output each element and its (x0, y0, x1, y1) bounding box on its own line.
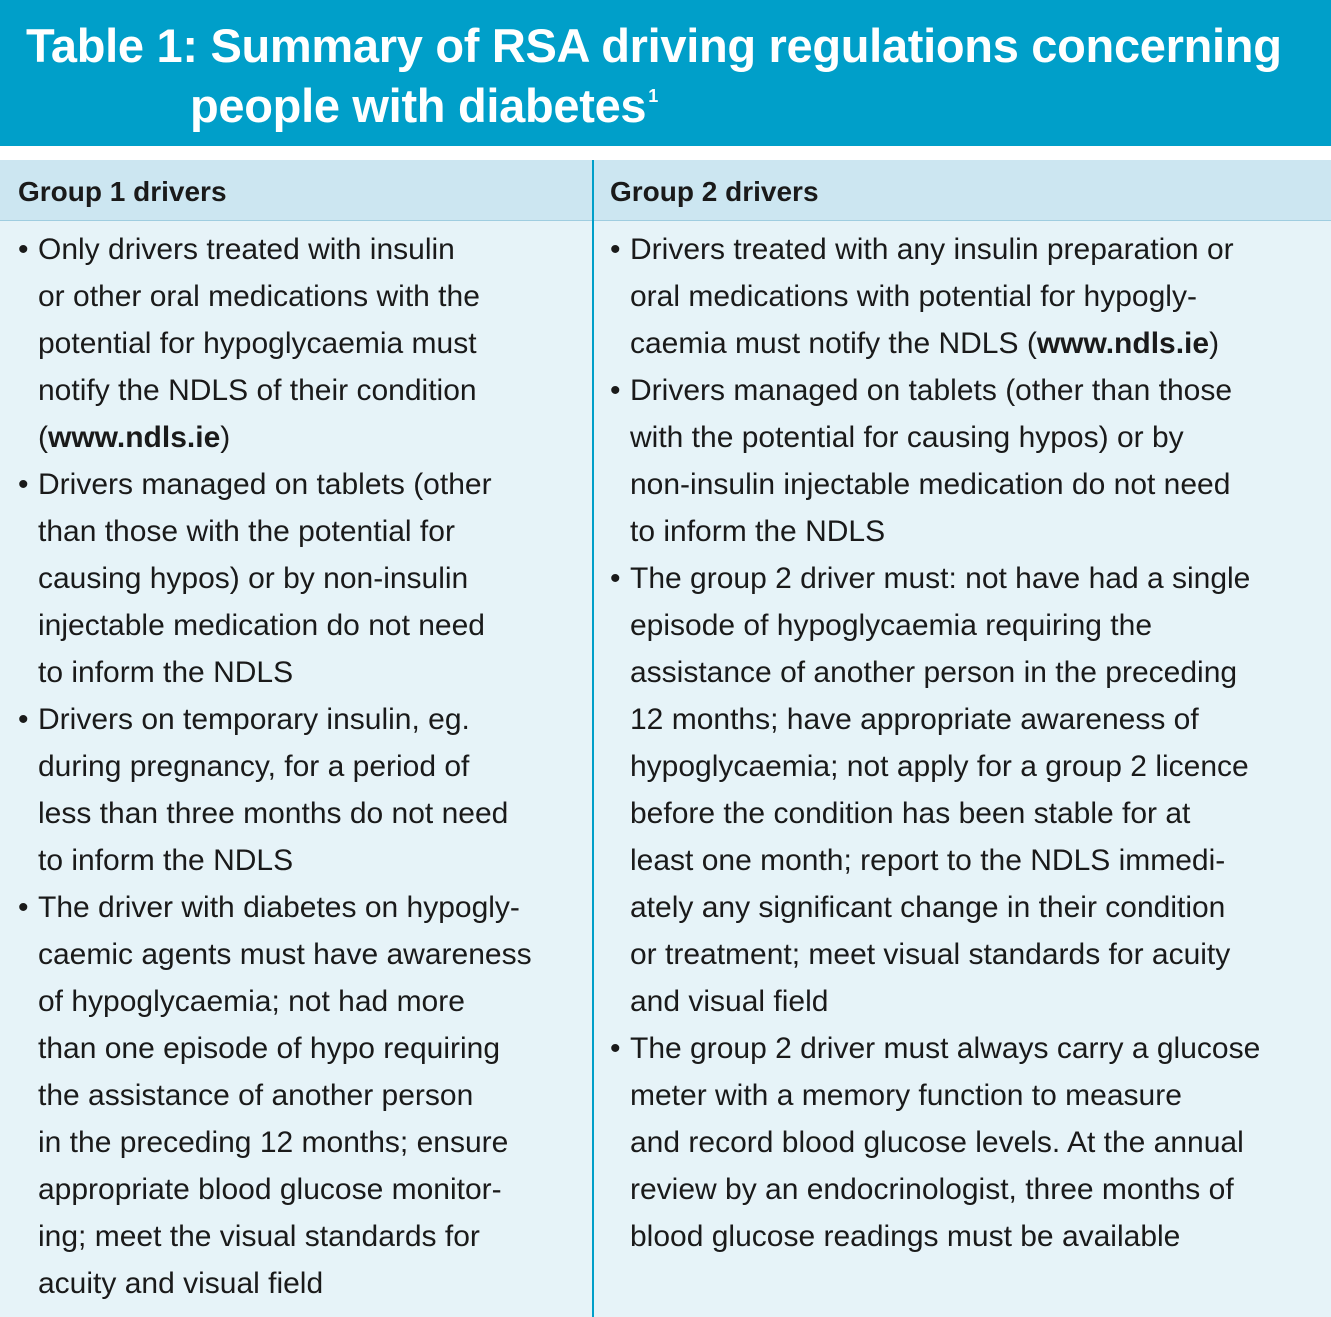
group2-column (610, 226, 1322, 1260)
table-title-text: people with diabetes (190, 79, 647, 132)
regulations-table (0, 160, 1331, 1317)
group1-item (18, 696, 590, 884)
bullet-line: and record blood glucose levels. At the annual (630, 1126, 1244, 1159)
bullet-line: during pregnancy, for a period of (38, 750, 470, 783)
bullet-line: notify the NDLS of their condition (38, 374, 477, 407)
bullet-line: causing hypos) or by non-insulin (38, 562, 469, 595)
bullet-line: ately any significant change in their condition (630, 891, 1226, 924)
bullet-line: ing; meet the visual standards for (38, 1220, 480, 1253)
banner-gap (0, 146, 1331, 160)
group1-item (18, 884, 590, 1307)
group1-column (18, 226, 590, 1307)
title-banner (0, 0, 1331, 146)
group2-item (610, 1025, 1322, 1260)
bullet-line: to inform the NDLS (630, 515, 886, 548)
bullet-line: • The group 2 driver must: not have had a single (630, 562, 1251, 595)
bullet-line: hypoglycaemia; not apply for a group 2 licence (630, 750, 1249, 783)
bullet-line: least one month; report to the NDLS immedi- (630, 844, 1226, 877)
table-title-line1: Table 1: Summary of RSA driving regulations concerning (26, 19, 1282, 72)
column-header-group2: Group 2 drivers (610, 176, 819, 207)
bullet-line: meter with a memory function to measure (630, 1079, 1182, 1112)
table-header-row (0, 160, 1331, 220)
bullet-line: of hypoglycaemia; not had more (38, 985, 465, 1018)
paren-close: ) (1209, 327, 1220, 360)
bullet-line: • The driver with diabetes on hypogly- (38, 891, 520, 924)
bullet-line: than one episode of hypo requiring (38, 1032, 501, 1065)
bullet-line: • Only drivers treated with insulin (38, 233, 455, 266)
footnote-marker: 1 (648, 86, 658, 106)
bullet-line (630, 320, 1322, 367)
bullet-line: in the preceding 12 months; ensure (38, 1126, 509, 1159)
bullet-line: or treatment; meet visual standards for acuity (630, 938, 1231, 971)
bullet-line: caemic agents must have awareness (38, 938, 532, 971)
bullet-line: oral medications with potential for hypogly- (630, 280, 1197, 313)
bullet-line: less than three months do not need (38, 797, 509, 830)
paren-open: ( (38, 421, 48, 454)
bullet-line: or other oral medications with the (38, 280, 480, 313)
bullet-line: to inform the NDLS (38, 656, 294, 689)
line-text: caemia must notify the NDLS ( (630, 327, 1037, 360)
group2-item (610, 367, 1322, 555)
bullet-line: • Drivers managed on tablets (other (38, 468, 492, 501)
column-divider (592, 160, 594, 1317)
bullet-line: the assistance of another person (38, 1079, 474, 1112)
bullet-line: • Drivers managed on tablets (other than those (630, 374, 1233, 407)
bullet-line (38, 414, 590, 461)
ndls-url: www.ndls.ie (1036, 327, 1210, 360)
ndls-url: www.ndls.ie (48, 421, 221, 454)
bullet-line: with the potential for causing hypos) or by (630, 421, 1184, 454)
group1-item (18, 461, 590, 696)
bullet-line: before the condition has been stable for at (630, 797, 1191, 830)
bullet-line: • Drivers treated with any insulin preparation or (630, 233, 1234, 266)
paren-close: ) (220, 421, 231, 454)
bullet-line: review by an endocrinologist, three months of (630, 1173, 1234, 1206)
bullet-line: • The group 2 driver must always carry a glucose (630, 1032, 1261, 1065)
bullet-line: potential for hypoglycaemia must (38, 327, 477, 360)
bullet-line: 12 months; have appropriate awareness of (630, 703, 1199, 736)
bullet-line: episode of hypoglycaemia requiring the (630, 609, 1152, 642)
bullet-line: than those with the potential for (38, 515, 455, 548)
table-title-line2 (190, 78, 658, 133)
bullet-line: blood glucose readings must be available (630, 1220, 1181, 1253)
bullet-line: non-insulin injectable medication do not need (630, 468, 1231, 501)
bullet-line: injectable medication do not need (38, 609, 485, 642)
group1-item (18, 226, 590, 461)
header-divider (0, 220, 1331, 221)
bullet-line: assistance of another person in the preceding (630, 656, 1238, 689)
bullet-line: and visual field (630, 985, 829, 1018)
group2-item (610, 555, 1322, 1025)
bullet-line: • Drivers on temporary insulin, eg. (38, 703, 470, 736)
bullet-line: to inform the NDLS (38, 844, 294, 877)
bullet-line: appropriate blood glucose monitor- (38, 1173, 502, 1206)
group2-item (610, 226, 1322, 367)
bullet-line: acuity and visual field (38, 1267, 324, 1300)
column-header-group1: Group 1 drivers (18, 176, 227, 207)
